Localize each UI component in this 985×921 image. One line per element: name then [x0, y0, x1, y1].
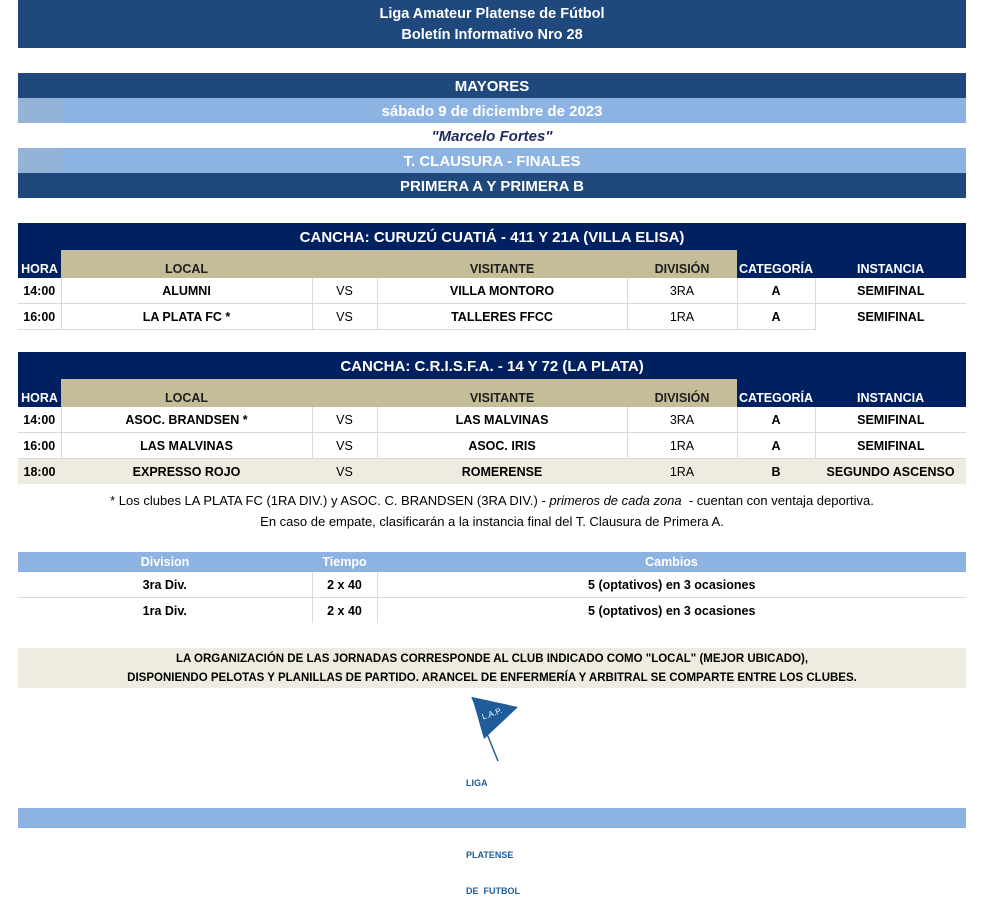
divisions-label: PRIMERA A Y PRIMERA B: [400, 178, 584, 195]
match-instancia: SEGUNDO ASCENSO: [815, 459, 966, 485]
match-visitante: ROMERENSE: [377, 459, 627, 485]
match-division: 3RA: [627, 278, 737, 304]
organization-line-1: LA ORGANIZACIÓN DE LAS JORNADAS CORRESPONDE AL CLUB INDICADO COMO "LOCAL" (MEJOR UBICADO),: [175, 653, 809, 665]
organization-line-2: DISPONIENDO PELOTAS Y PLANILLAS DE PARTIDO. ARANCEL DE ENFERMERÍA Y ARBITRAL SE COMPARTE ENTRE LOS CLUBES.: [127, 672, 857, 684]
match-instancia: SEMIFINAL: [857, 309, 925, 324]
col-vs-blank: [312, 379, 377, 407]
match-visitante: LAS MALVINAS: [377, 407, 627, 433]
match-row: [18, 278, 966, 304]
match-row: [18, 304, 966, 330]
match-division: 1RA: [627, 459, 737, 485]
match-categoria: A: [737, 278, 815, 304]
match-hora: 14:00: [18, 407, 61, 433]
divisions-band: [18, 173, 966, 198]
field-title: CANCHA: CURUZÚ CUATIÁ - 411 Y 21A (VILLA ELISA): [18, 223, 966, 250]
match-row: [18, 459, 966, 485]
rules-table: [18, 552, 966, 623]
advantage-note: [18, 490, 966, 532]
col-local: LOCAL: [61, 379, 312, 407]
match-hora: 16:00: [18, 304, 61, 330]
match-division: 1RA: [627, 433, 737, 459]
dedication-label: "Marcelo Fortes": [431, 128, 553, 145]
match-vs: VS: [312, 407, 377, 433]
logo-text: [466, 753, 520, 921]
flag-text: L.A.P.: [480, 705, 504, 722]
match-local: LA PLATA FC *: [61, 304, 312, 330]
date-label: sábado 9 de diciembre de 2023: [381, 103, 603, 120]
col-instancia: INSTANCIA: [815, 250, 966, 278]
match-categoria: A: [737, 433, 815, 459]
match-vs: VS: [312, 278, 377, 304]
match-categoria: A: [737, 407, 815, 433]
logo-line: DE FUTBOL: [466, 886, 520, 896]
match-hora: 14:00: [18, 278, 61, 304]
note-line-1: [18, 490, 966, 511]
col-categoria: CATEGORÍA: [737, 250, 815, 278]
rules-row: [18, 572, 966, 598]
rules-cambios: 5 (optativos) en 3 ocasiones: [588, 603, 756, 618]
tournament-label: T. CLAUSURA - FINALES: [403, 153, 581, 170]
logo-line: PLATENSE: [466, 850, 514, 860]
match-vs: VS: [312, 433, 377, 459]
col-hora: HORA: [18, 379, 61, 407]
match-instancia: SEMIFINAL: [815, 433, 966, 459]
match-row: [18, 433, 966, 459]
note-text-a: * Los clubes LA PLATA FC (1RA DIV.) y ASOC. C. BRANDSEN (3RA DIV.) -: [110, 493, 550, 508]
organization-notice: [18, 648, 966, 688]
footer-band: [18, 808, 966, 828]
col-instancia: INSTANCIA: [815, 379, 966, 407]
league-logo: [462, 695, 532, 896]
rules-cambios: 5 (optativos) en 3 ocasiones: [377, 572, 966, 598]
rules-tiempo: 2 x 40: [312, 572, 377, 598]
field-table-1: [18, 223, 966, 330]
note-text-b: - cuentan con ventaja deportiva.: [681, 493, 874, 508]
match-vs: VS: [312, 304, 377, 330]
tournament-band: [18, 148, 966, 173]
rules-col-division: Division: [18, 552, 312, 572]
logo-line: LIGA: [466, 778, 488, 788]
dedication-band: [18, 123, 966, 148]
col-division: DIVISIÓN: [627, 379, 737, 407]
match-instancia: SEMIFINAL: [815, 407, 966, 433]
rules-division: 3ra Div.: [18, 572, 312, 598]
league-title: Liga Amateur Platense de Fútbol: [379, 6, 605, 22]
match-hora: 16:00: [18, 433, 61, 459]
match-categoria: B: [737, 459, 815, 485]
field-title: CANCHA: C.R.I.S.F.A. - 14 Y 72 (LA PLATA): [18, 352, 966, 379]
match-division: 1RA: [627, 304, 737, 330]
col-local: LOCAL: [61, 250, 312, 278]
field-table-2: [18, 352, 966, 484]
col-vs-blank: [312, 250, 377, 278]
col-hora: HORA: [18, 250, 61, 278]
category-label: MAYORES: [454, 78, 530, 95]
note-text-italic: primeros de cada zona: [549, 493, 682, 508]
match-categoria: A: [737, 304, 815, 330]
rules-tiempo: 2 x 40: [312, 598, 377, 624]
date-band: [18, 98, 966, 123]
match-local: EXPRESSO ROJO: [61, 459, 312, 485]
col-visitante: VISITANTE: [377, 250, 627, 278]
bulletin-number: Boletín Informativo Nro 28: [401, 27, 583, 43]
category-band: [18, 73, 966, 98]
rules-col-cambios: Cambios: [377, 552, 966, 572]
col-categoria: CATEGORÍA: [737, 379, 815, 407]
rules-row: [18, 598, 966, 624]
match-vs: VS: [312, 459, 377, 485]
col-visitante: VISITANTE: [377, 379, 627, 407]
match-local: ALUMNI: [61, 278, 312, 304]
match-local: ASOC. BRANDSEN *: [61, 407, 312, 433]
match-visitante: VILLA MONTORO: [377, 278, 627, 304]
match-visitante: ASOC. IRIS: [377, 433, 627, 459]
match-hora: 18:00: [18, 459, 61, 485]
match-row: [18, 407, 966, 433]
match-local: LAS MALVINAS: [61, 433, 312, 459]
rules-col-tiempo: Tiempo: [312, 552, 377, 572]
match-division: 3RA: [627, 407, 737, 433]
note-line-2: En caso de empate, clasificarán a la instancia final del T. Clausura de Primera A.: [260, 514, 724, 529]
bulletin-header: [18, 0, 966, 48]
match-visitante: TALLERES FFCC: [377, 304, 627, 330]
rules-division: 1ra Div.: [18, 598, 312, 624]
col-division: DIVISIÓN: [627, 250, 737, 278]
match-instancia: SEMIFINAL: [815, 278, 966, 304]
